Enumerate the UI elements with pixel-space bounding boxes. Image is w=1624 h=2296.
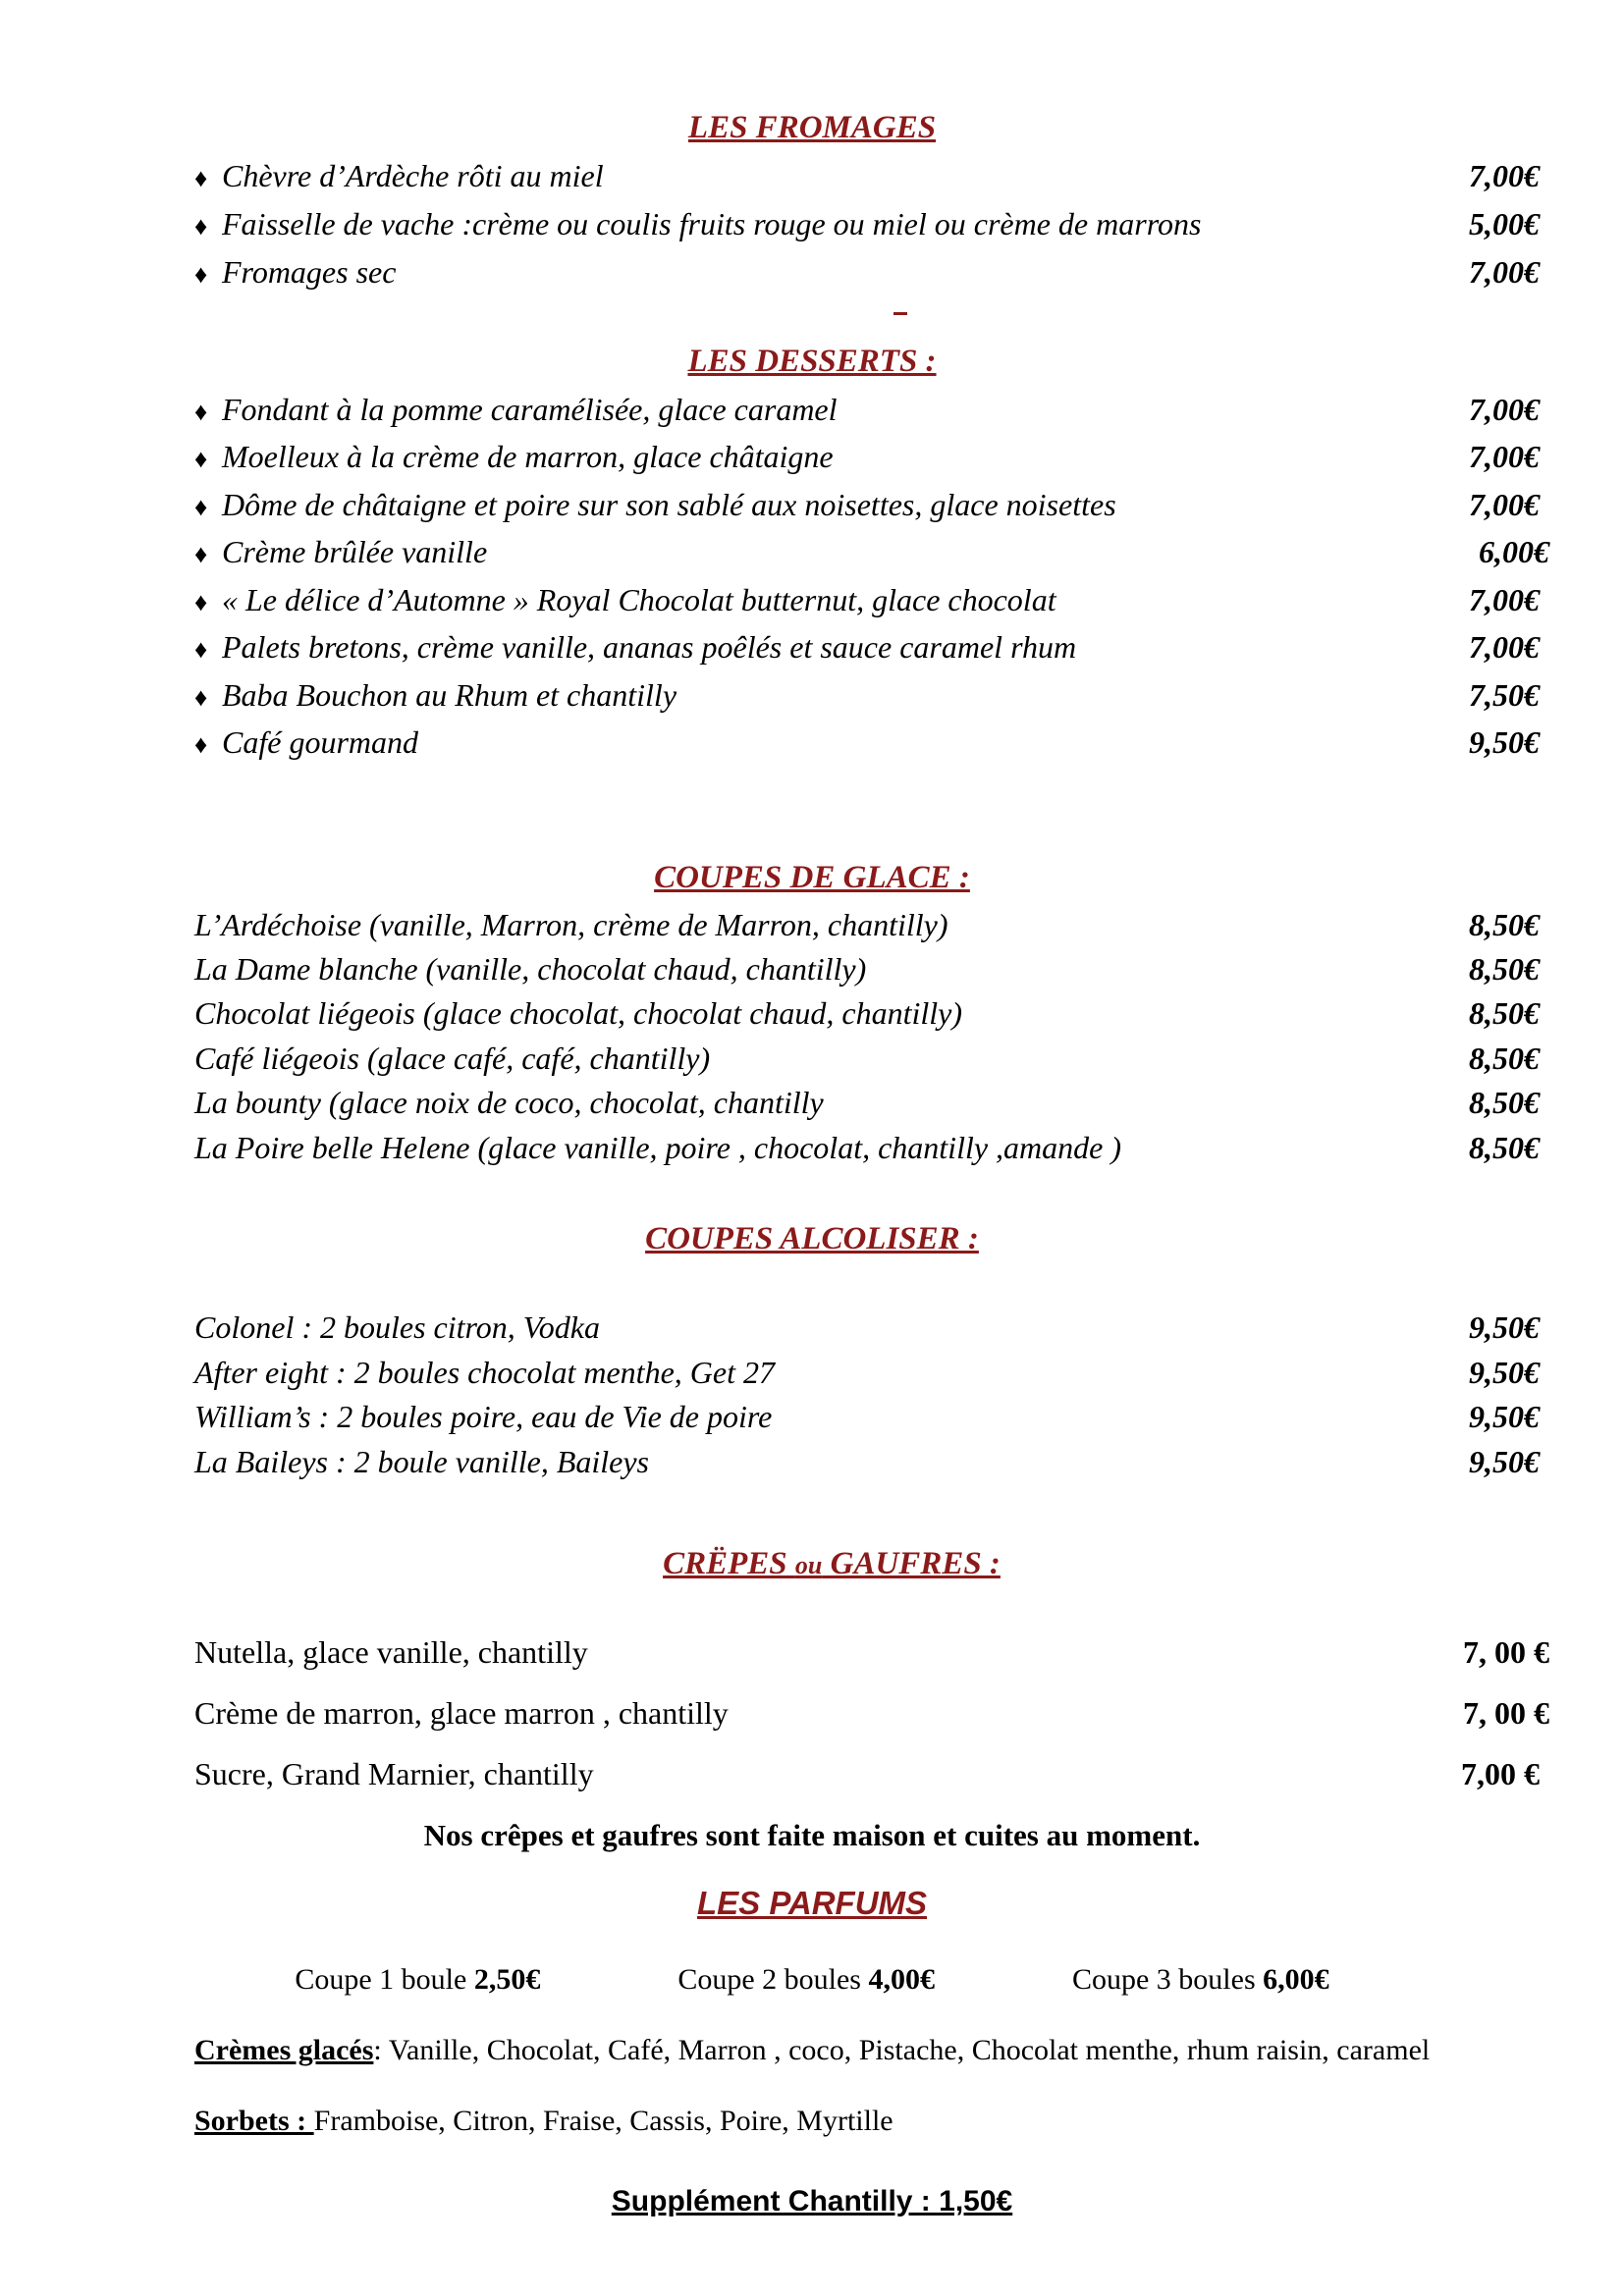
menu-item bbox=[194, 579, 1540, 620]
menu-item bbox=[194, 674, 1540, 716]
item-label: La bounty (glace noix de coco, chocolat, chantilly bbox=[194, 1084, 824, 1120]
diamond-bullet-icon: ♦ bbox=[194, 634, 208, 664]
menu-item bbox=[194, 436, 1540, 477]
item-label: L’Ardéchoise (vanille, Marron, crème de Marron, chantilly) bbox=[194, 906, 948, 942]
divider-dash bbox=[893, 312, 907, 315]
parfums-title: LES PARFUMS bbox=[696, 1885, 928, 1921]
coupe-price: Coupe 2 boules 4,00€ bbox=[677, 1963, 935, 1996]
crepes-note: Nos crêpes et gaufres sont faite maison et cuites au moment. bbox=[423, 1818, 1201, 1852]
item-price: 7,00€ bbox=[1469, 253, 1540, 290]
item-label: Colonel : 2 boules citron, Vodka bbox=[194, 1308, 600, 1345]
menu-item bbox=[194, 203, 1540, 244]
item-label: La Baileys : 2 boule vanille, Baileys bbox=[194, 1443, 649, 1479]
item-price: 7,00€ bbox=[1469, 391, 1540, 427]
item-price: 9,50€ bbox=[1469, 1354, 1540, 1390]
diamond-bullet-icon: ♦ bbox=[194, 492, 208, 521]
menu-item bbox=[194, 1441, 1540, 1482]
item-label: Crème brûlée vanille bbox=[222, 533, 488, 569]
coupe-price: Coupe 1 boule 2,50€ bbox=[295, 1963, 541, 1996]
menu-item bbox=[194, 948, 1540, 989]
item-price: 8,50€ bbox=[1469, 1084, 1540, 1120]
cremes-line: Crèmes glacés: Vanille, Chocolat, Café, Marron , coco, Pistache, Chocolat menthe, rhum raisin, caramel bbox=[194, 2034, 1431, 2066]
item-label: Moelleux à la crème de marron, glace châtaigne bbox=[222, 438, 834, 474]
item-price: 7,00€ bbox=[1469, 438, 1540, 474]
menu-item bbox=[194, 1352, 1540, 1393]
item-label: After eight : 2 boules chocolat menthe, Get 27 bbox=[194, 1354, 775, 1390]
diamond-bullet-icon: ♦ bbox=[194, 397, 208, 426]
item-price: 5,00€ bbox=[1469, 205, 1540, 241]
item-label: Café liégeois (glace café, café, chantilly) bbox=[194, 1040, 711, 1076]
item-label: William’s : 2 boules poire, eau de Vie de poire bbox=[194, 1398, 773, 1434]
item-label: Chèvre d’Ardèche rôti au miel bbox=[222, 157, 604, 193]
coupes-alcool-title: COUPES ALCOLISER : bbox=[645, 1221, 979, 1256]
menu-item bbox=[194, 251, 1540, 293]
item-price: 7, 00 € bbox=[1463, 1633, 1549, 1670]
item-price: 9,50€ bbox=[1469, 1443, 1540, 1479]
item-price: 8,50€ bbox=[1469, 906, 1540, 942]
menu-item bbox=[194, 904, 1540, 945]
desserts-title: LES DESSERTS : bbox=[687, 344, 937, 379]
item-label: Baba Bouchon au Rhum et chantilly bbox=[222, 676, 677, 713]
menu-item bbox=[194, 155, 1540, 196]
item-price: 8,50€ bbox=[1469, 1040, 1540, 1076]
item-price: 7,00€ bbox=[1469, 157, 1540, 193]
menu-item bbox=[194, 531, 1549, 572]
item-label: Chocolat liégeois (glace chocolat, chocolat chaud, chantilly) bbox=[194, 994, 963, 1031]
menu-item bbox=[194, 1127, 1540, 1168]
menu-item bbox=[194, 1082, 1540, 1123]
sorbets-line: Sorbets : Framboise, Citron, Fraise, Cassis, Poire, Myrtille bbox=[194, 2105, 893, 2137]
item-label: Crème de marron, glace marron , chantilly bbox=[194, 1694, 729, 1731]
coupes-glace-title: COUPES DE GLACE : bbox=[654, 860, 970, 895]
item-price: 8,50€ bbox=[1469, 950, 1540, 987]
item-price: 9,50€ bbox=[1469, 1398, 1540, 1434]
item-price: 7, 00 € bbox=[1463, 1694, 1549, 1731]
menu-item bbox=[194, 1753, 1549, 1794]
diamond-bullet-icon: ♦ bbox=[194, 444, 208, 473]
menu-item bbox=[194, 1692, 1549, 1734]
item-label: Fondant à la pomme caramélisée, glace caramel bbox=[222, 391, 838, 427]
item-price: 7,00€ bbox=[1469, 486, 1540, 522]
crepes-title: CRËPES ou GAUFRES : bbox=[663, 1546, 1001, 1581]
item-label: Sucre, Grand Marnier, chantilly bbox=[194, 1755, 594, 1791]
item-price: 8,50€ bbox=[1469, 994, 1540, 1031]
fromages-title: LES FROMAGES bbox=[687, 110, 937, 145]
item-price: 7,00€ bbox=[1469, 628, 1540, 665]
item-price: 8,50€ bbox=[1469, 1129, 1540, 1165]
item-label: Nutella, glace vanille, chantilly bbox=[194, 1633, 588, 1670]
diamond-bullet-icon: ♦ bbox=[194, 259, 208, 289]
item-price: 7,00€ bbox=[1469, 581, 1540, 617]
diamond-bullet-icon: ♦ bbox=[194, 587, 208, 616]
diamond-bullet-icon: ♦ bbox=[194, 539, 208, 568]
item-price: 9,50€ bbox=[1469, 1308, 1540, 1345]
diamond-bullet-icon: ♦ bbox=[194, 211, 208, 240]
item-price: 9,50€ bbox=[1469, 723, 1540, 760]
menu-item bbox=[194, 1631, 1549, 1673]
diamond-bullet-icon: ♦ bbox=[194, 729, 208, 759]
item-price: 7,00 € bbox=[1461, 1755, 1540, 1791]
item-label: La Dame blanche (vanille, chocolat chaud, chantilly) bbox=[194, 950, 867, 987]
item-price: 7,50€ bbox=[1469, 676, 1540, 713]
item-label: Dôme de châtaigne et poire sur son sablé aux noisettes, glace noisettes bbox=[222, 486, 1116, 522]
item-label: « Le délice d’Automne » Royal Chocolat butternut, glace chocolat bbox=[222, 581, 1056, 617]
menu-item bbox=[194, 626, 1540, 667]
menu-item bbox=[194, 484, 1540, 525]
menu-item bbox=[194, 1038, 1540, 1079]
menu-item bbox=[194, 1307, 1540, 1348]
item-label: La Poire belle Helene (glace vanille, poire , chocolat, chantilly ,amande ) bbox=[194, 1129, 1122, 1165]
menu-item bbox=[194, 721, 1540, 763]
menu-item bbox=[194, 992, 1540, 1034]
diamond-bullet-icon: ♦ bbox=[194, 163, 208, 192]
item-price: 6,00€ bbox=[1479, 533, 1549, 569]
item-label: Fromages sec bbox=[222, 253, 397, 290]
coupe-price: Coupe 3 boules 6,00€ bbox=[1071, 1963, 1329, 1996]
item-label: Palets bretons, crème vanille, ananas poêlés et sauce caramel rhum bbox=[222, 628, 1077, 665]
supplement-chantilly: Supplément Chantilly : 1,50€ bbox=[611, 2185, 1013, 2217]
menu-item bbox=[194, 1396, 1540, 1437]
diamond-bullet-icon: ♦ bbox=[194, 682, 208, 712]
coupes-prices bbox=[0, 1963, 1624, 1997]
item-label: Faisselle de vache :crème ou coulis fruits rouge ou miel ou crème de marrons bbox=[222, 205, 1202, 241]
item-label: Café gourmand bbox=[222, 723, 418, 760]
menu-item bbox=[194, 389, 1540, 430]
